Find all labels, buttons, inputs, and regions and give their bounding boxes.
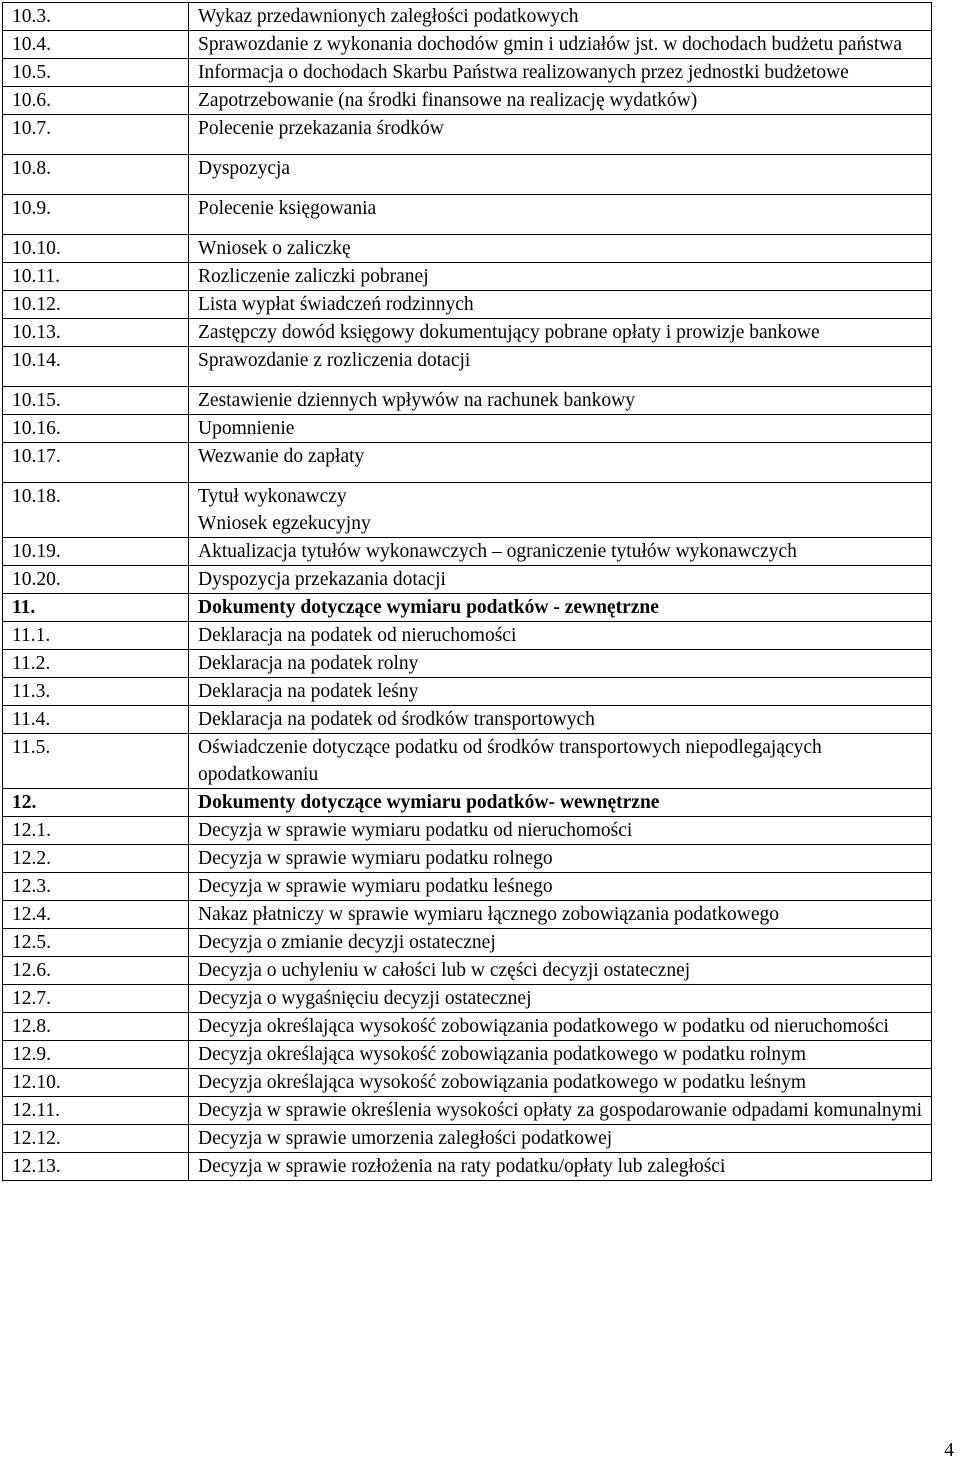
row-title: Wykaz przedawnionych zaległości podatkowych: [198, 6, 579, 27]
row-title: Dokumenty dotyczące wymiaru podatków - zewnętrzne: [198, 597, 659, 618]
row-number: 12.2.: [3, 845, 189, 873]
row-title: Polecenie księgowania: [198, 198, 377, 219]
section-header-row: [3, 789, 932, 817]
row-number: 10.16.: [3, 415, 189, 443]
row-number: 10.19.: [3, 538, 189, 566]
row-title: Decyzja określająca wysokość zobowiązania podatkowego w podatku leśnym: [198, 1072, 807, 1093]
table-row: [3, 985, 932, 1013]
row-title: Deklaracja na podatek rolny: [198, 653, 419, 674]
row-number: 10.14.: [3, 347, 189, 387]
row-number: 10.18.: [3, 483, 189, 538]
section-header-row: [3, 594, 932, 622]
table-row: [3, 538, 932, 566]
table-row: [3, 443, 932, 483]
row-title-cell: [189, 347, 932, 387]
row-title: Decyzja w sprawie wymiaru podatku leśnego: [198, 876, 553, 897]
row-number: 12.10.: [3, 1069, 189, 1097]
row-title: Lista wypłat świadczeń rodzinnych: [198, 294, 474, 315]
row-title-cell: [189, 1125, 932, 1153]
row-title: Deklaracja na podatek od środków transportowych: [198, 709, 595, 730]
row-title-cell: [189, 443, 932, 483]
row-title-cell: [189, 3, 932, 31]
row-number: 12.5.: [3, 929, 189, 957]
table-row: [3, 155, 932, 195]
table-row: [3, 901, 932, 929]
row-title: Oświadczenie dotyczące podatku od środków transportowych niepodlegających opodatkowaniu: [198, 737, 822, 785]
table-row: [3, 650, 932, 678]
row-title: Decyzja określająca wysokość zobowiązania podatkowego w podatku rolnym: [198, 1044, 807, 1065]
table-row: [3, 387, 932, 415]
row-title-cell: [189, 873, 932, 901]
row-title-cell: [189, 415, 932, 443]
row-title: Nakaz płatniczy w sprawie wymiaru łącznego zobowiązania podatkowego: [198, 904, 779, 925]
row-title-cell: [189, 1153, 932, 1181]
row-title: Decyzja w sprawie określenia wysokości opłaty za gospodarowanie odpadami komunalnymi: [198, 1100, 923, 1121]
row-title: Zastępczy dowód księgowy dokumentujący pobrane opłaty i prowizje bankowe: [198, 322, 820, 343]
row-title: Dokumenty dotyczące wymiaru podatków- wewnętrzne: [198, 792, 660, 813]
row-title-cell: [189, 985, 932, 1013]
row-number: 11.2.: [3, 650, 189, 678]
row-title-cell: [189, 678, 932, 706]
row-number: 10.9.: [3, 195, 189, 235]
row-number: 10.3.: [3, 3, 189, 31]
row-title-cell: [189, 195, 932, 235]
row-title-cell: [189, 1013, 932, 1041]
row-title: Wezwanie do zapłaty: [198, 446, 365, 467]
table-row: [3, 678, 932, 706]
row-title-cell: [189, 538, 932, 566]
row-number: 12.6.: [3, 957, 189, 985]
row-title-cell: [189, 31, 932, 59]
table-row: [3, 115, 932, 155]
row-title: Rozliczenie zaliczki pobranej: [198, 266, 429, 287]
table-row: [3, 929, 932, 957]
row-number: 11.4.: [3, 706, 189, 734]
row-title: Decyzja w sprawie wymiaru podatku od nieruchomości: [198, 820, 633, 841]
row-title-cell: [189, 87, 932, 115]
row-number: 10.13.: [3, 319, 189, 347]
row-number: 12.7.: [3, 985, 189, 1013]
row-title-cell: [189, 387, 932, 415]
row-number: 10.20.: [3, 566, 189, 594]
row-title-cell: [189, 1069, 932, 1097]
row-number: 11.1.: [3, 622, 189, 650]
row-number: 12.4.: [3, 901, 189, 929]
row-title: Decyzja o uchyleniu w całości lub w części decyzji ostatecznej: [198, 960, 691, 981]
row-title-cell: [189, 319, 932, 347]
row-title-cell: [189, 706, 932, 734]
row-number: 12.: [3, 789, 189, 817]
table-row: [3, 1041, 932, 1069]
row-number: 12.12.: [3, 1125, 189, 1153]
row-number: 12.3.: [3, 873, 189, 901]
table-row: [3, 415, 932, 443]
row-title: Zestawienie dziennych wpływów na rachunek bankowy: [198, 390, 635, 411]
row-title: Zapotrzebowanie (na środki finansowe na realizację wydatków): [198, 90, 698, 111]
row-title: Informacja o dochodach Skarbu Państwa realizowanych przez jednostki budżetowe: [198, 62, 849, 83]
table-row: [3, 1069, 932, 1097]
row-title: Sprawozdanie z wykonania dochodów gmin i udziałów jst. w dochodach budżetu państwa: [198, 34, 902, 55]
table-row: [3, 1013, 932, 1041]
row-title-cell: [189, 734, 932, 789]
row-number: 11.: [3, 594, 189, 622]
row-number: 10.8.: [3, 155, 189, 195]
row-title-cell: [189, 957, 932, 985]
row-number: 12.13.: [3, 1153, 189, 1181]
table-row: [3, 59, 932, 87]
row-title: Upomnienie: [198, 418, 295, 439]
row-title: Decyzja o zmianie decyzji ostatecznej: [198, 932, 496, 953]
row-title-second-line: Wniosek egzekucyjny: [198, 513, 371, 534]
table-row: [3, 1097, 932, 1125]
table-row: [3, 195, 932, 235]
row-title: Decyzja w sprawie umorzenia zaległości podatkowej: [198, 1128, 613, 1149]
row-title-cell: [189, 1041, 932, 1069]
row-title: Dyspozycja przekazania dotacji: [198, 569, 446, 590]
row-number: 10.7.: [3, 115, 189, 155]
row-number: 10.11.: [3, 263, 189, 291]
row-title-cell: [189, 845, 932, 873]
row-title-cell: [189, 566, 932, 594]
row-title: Decyzja w sprawie wymiaru podatku rolnego: [198, 848, 553, 869]
row-title-cell: [189, 622, 932, 650]
row-number: 10.17.: [3, 443, 189, 483]
row-title: Decyzja w sprawie rozłożenia na raty podatku/opłaty lub zaległości: [198, 1156, 726, 1177]
table-row: [3, 817, 932, 845]
row-number: 10.4.: [3, 31, 189, 59]
row-number: 10.10.: [3, 235, 189, 263]
table-row: [3, 483, 932, 538]
table-row: [3, 845, 932, 873]
page-number: 4: [944, 1440, 954, 1461]
table-row: [3, 873, 932, 901]
row-title: Deklaracja na podatek leśny: [198, 681, 419, 702]
row-number: 11.3.: [3, 678, 189, 706]
row-number: 12.9.: [3, 1041, 189, 1069]
row-title-cell: [189, 594, 932, 622]
table-row: [3, 291, 932, 319]
row-number: 12.8.: [3, 1013, 189, 1041]
table-row: [3, 957, 932, 985]
document-list-table: [2, 2, 932, 1181]
row-number: 10.5.: [3, 59, 189, 87]
row-title: Deklaracja na podatek od nieruchomości: [198, 625, 517, 646]
row-title-cell: [189, 155, 932, 195]
row-number: 11.5.: [3, 734, 189, 789]
table-row: [3, 31, 932, 59]
table-row: [3, 347, 932, 387]
table-body: [3, 3, 932, 1181]
row-title: Decyzja określająca wysokość zobowiązania podatkowego w podatku od nieruchomości: [198, 1016, 889, 1037]
row-number: 12.1.: [3, 817, 189, 845]
row-title-cell: [189, 1097, 932, 1125]
row-title-cell: [189, 789, 932, 817]
row-number: 10.12.: [3, 291, 189, 319]
row-title: Polecenie przekazania środków: [198, 118, 444, 139]
row-number: 10.6.: [3, 87, 189, 115]
row-title-cell: [189, 235, 932, 263]
row-title-cell: [189, 263, 932, 291]
row-title-cell: [189, 901, 932, 929]
row-title: Decyzja o wygaśnięciu decyzji ostatecznej: [198, 988, 532, 1009]
table-row: [3, 87, 932, 115]
table-row: [3, 734, 932, 789]
table-row: [3, 1153, 932, 1181]
row-title-cell: [189, 59, 932, 87]
table-row: [3, 3, 932, 31]
row-title: Sprawozdanie z rozliczenia dotacji: [198, 350, 471, 371]
table-row: [3, 263, 932, 291]
row-title-cell: [189, 483, 932, 538]
row-title: Aktualizacja tytułów wykonawczych – ograniczenie tytułów wykonawczych: [198, 541, 797, 562]
table-row: [3, 622, 932, 650]
row-title: Wniosek o zaliczkę: [198, 238, 351, 259]
table-row: [3, 1125, 932, 1153]
table-row: [3, 235, 932, 263]
table-row: [3, 319, 932, 347]
row-title: Tytuł wykonawczy: [198, 486, 347, 507]
table-row: [3, 706, 932, 734]
row-number: 12.11.: [3, 1097, 189, 1125]
row-title-cell: [189, 115, 932, 155]
row-title-cell: [189, 929, 932, 957]
row-title-cell: [189, 650, 932, 678]
row-number: 10.15.: [3, 387, 189, 415]
row-title-cell: [189, 817, 932, 845]
row-title: Dyspozycja: [198, 158, 291, 179]
table-row: [3, 566, 932, 594]
row-title-cell: [189, 291, 932, 319]
